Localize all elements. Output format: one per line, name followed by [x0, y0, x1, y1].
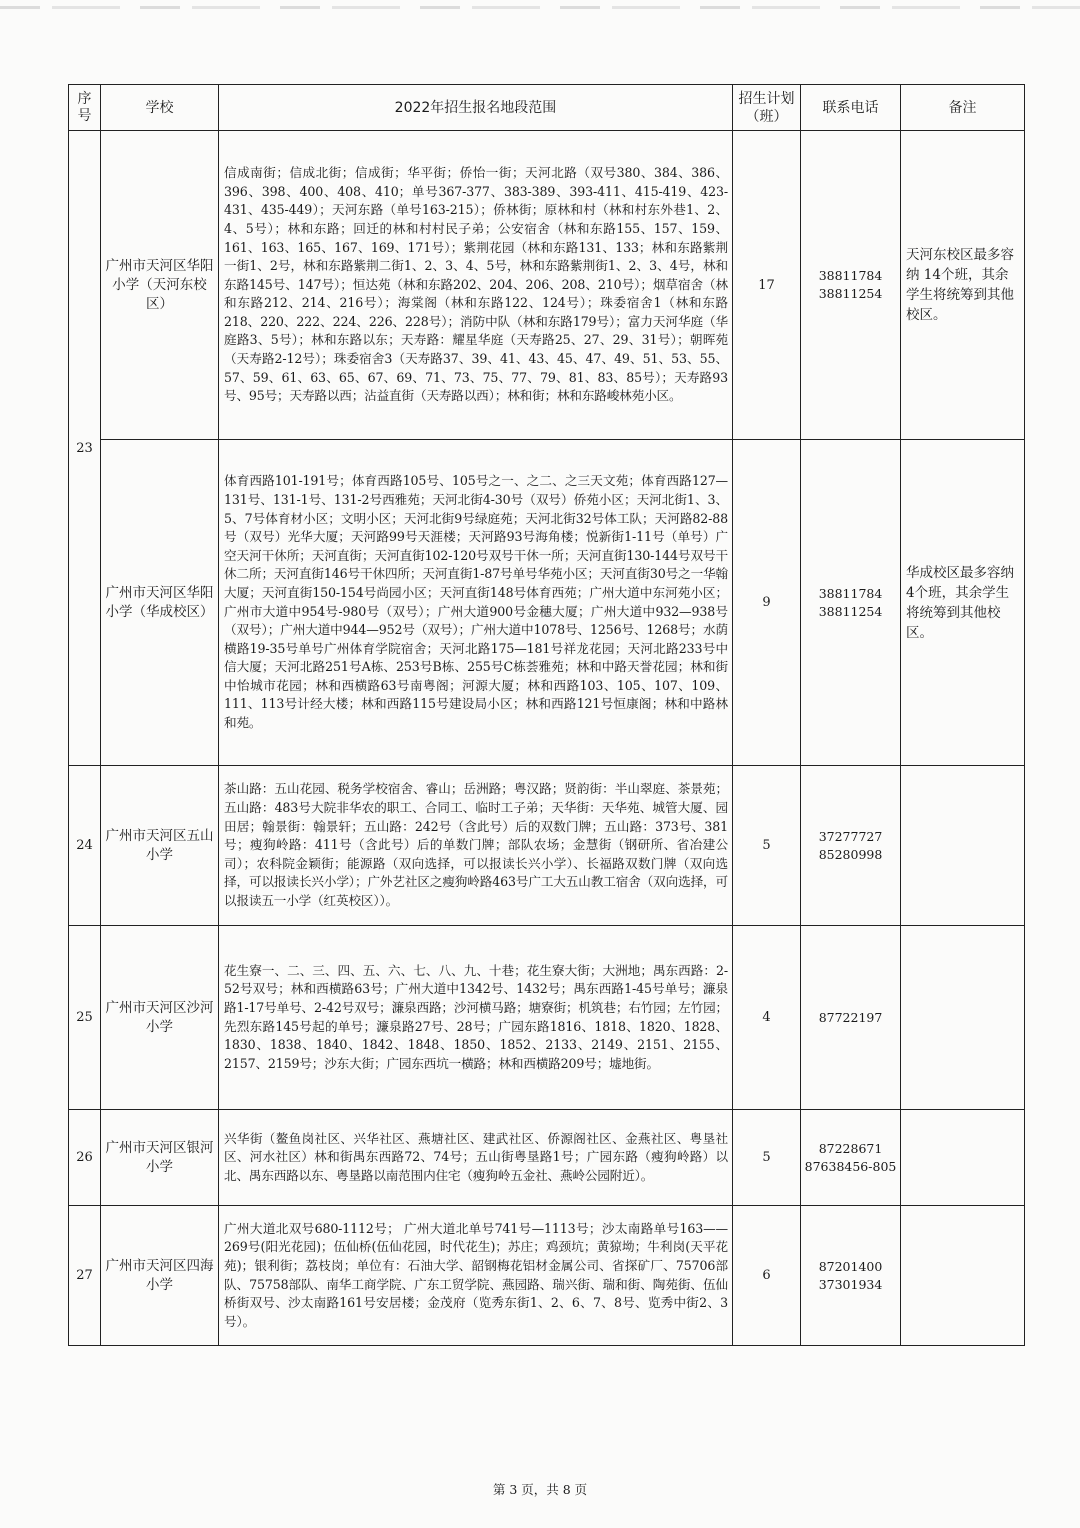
table-row [69, 1110, 1025, 1206]
phone-cell [801, 440, 901, 766]
range-text: 广州大道北双号680-1112号； 广州大道北单号741号—1113号；沙太南路单号163——269号(阳光花园)；伍仙桥(伍仙花园，时代花生)；苏庄；鸡颈坑；黄猄坳；牛利岗(天平花苑)；银利街；荔枝岗；单位有：石油大学、韶钢梅花铝材金属公司、省探矿厂、75706部队、75758部队、南华工商学院、广东工贸学院、燕园路、瑞兴街、瑞和街、陶苑街、伍仙桥街双号、沙太南路161号安居楼；金茂府（览秀东街1、2、6、7、8号、览秀中街2、3号）。 [219, 1206, 733, 1346]
phone-cell [801, 1206, 901, 1346]
row-no: 27 [69, 1206, 101, 1346]
header-school: 学校 [101, 85, 219, 131]
note-text [901, 766, 1025, 926]
header-note: 备注 [901, 85, 1025, 131]
school-name: 广州市天河区银河小学 [101, 1110, 219, 1206]
note-text [901, 926, 1025, 1110]
school-name: 广州市天河区五山小学 [101, 766, 219, 926]
phone-number: 37301934 [818, 1276, 883, 1292]
header-range: 2022年招生报名地段范围 [219, 85, 733, 131]
header-plan: 招生计划（班） [733, 85, 801, 131]
phone-number: 85280998 [818, 846, 883, 862]
school-name: 广州市天河区四海小学 [101, 1206, 219, 1346]
range-text: 信成南街；信成北街；信成街；华平街；侨怡一街；天河北路（双号380、384、386、396、398、400、408、410；单号367-377、383-389、393-411、415-419、423-431、435-449）；天河东路（单号163-215）；侨林街；原林和村（林和村东外巷1、2、4、5号）；林和东路；回迁的林和村村民子弟；公安宿舍（林和东路155、157、159、161、163、165、167、169、171号）；紫荆花园（林和东路131、133；林和东路紫荆一街1、2号，林和东路紫荆二街1、2、3、4、5号，林和东路紫荆街1、2、3、4号，林和东路145号、147号）；恒达苑（林和东路202、204、206、208、210号）；烟草宿舍（林和东路212、214、216号）；海棠阁（林和东路122、124号）；珠委宿舍1（林和东路218、220、222、224、226、228号）；消防中队（林和东路179号）；富力天河华庭（华庭路3、5号）；林和东路以东；天寿路：耀星华庭（天寿路25、27、29、31号）；朝晖苑（天寿路2-12号）；珠委宿舍3（天寿路37、39、41、43、45、47、49、51、53、55、57、59、61、63、65、67、69、71、73、75、77、79、81、83、85号）；天寿路93号、95号；天寿路以西；沾益直街（天寿路以西）；林和街；林和东路峻林苑小区。 [219, 131, 733, 440]
plan-value: 5 [733, 1110, 801, 1206]
row-no: 23 [69, 131, 101, 766]
phone-cell [801, 766, 901, 926]
phone-cell [801, 1110, 901, 1206]
plan-value: 17 [733, 131, 801, 440]
phone-cell [801, 131, 901, 440]
range-text: 茶山路：五山花园、税务学校宿舍、睿山；岳洲路；粤汉路；贤韵街：半山翠庭、茶景苑；五山路：483号大院非华农的职工、合同工、临时工子弟；天华街：天华苑、城管大厦、园田居；翰景街：翰景轩；五山路：242号（含此号）后的双数门牌；五山路：373号、381号；瘦狗岭路：411号（含此号）后的单数门牌；部队农场；金慧街（钢研所、省冶建公司）；农科院金颖街；能源路（双向选择，可以报读长兴小学）、长福路双数门牌（双向选择，可以报读长兴小学）；广外艺社区之瘦狗岭路463号广工大五山教工宿舍（双向选择，可以报读五一小学（红英校区））。 [219, 766, 733, 926]
school-name: 广州市天河区华阳小学（天河东校区） [101, 131, 219, 440]
enrollment-table [68, 84, 1025, 1346]
phone-number: 87228671 [818, 1140, 883, 1156]
table-row [69, 131, 1025, 440]
note-text [901, 1206, 1025, 1346]
plan-value: 5 [733, 766, 801, 926]
table-row [69, 926, 1025, 1110]
range-text: 花生寮一、二、三、四、五、六、七、八、九、十巷；花生寮大街；大洲地；禺东西路：2-52号双号；林和西横路63号；广州大道中1342号、1432号；禺东西路1-45号单号；濂泉路1-17号单号、2-42号双号；濂泉西路；沙河横马路；塘寮街；机筑巷；右竹园；左竹园；先烈东路145号起的单号；濂泉路27号、28号；广园东路1816、1818、1820、1828、1830、1838、1840、1842、1848、1850、1852、2133、2149、2151、2155、2157、2159号；沙东大街；广园东西坑一横路；林和西横路209号；墟地街。 [219, 926, 733, 1110]
row-no: 25 [69, 926, 101, 1110]
phone-number: 38811254 [818, 286, 883, 301]
table-row [69, 1206, 1025, 1346]
phone-number: 87638456-805 [804, 1158, 897, 1174]
scan-artifact [0, 6, 1080, 9]
phone-number: 38811254 [818, 603, 883, 619]
range-text: 兴华街（鳌鱼岗社区、兴华社区、燕塘社区、建武社区、侨源阁社区、金燕社区、粤垦社区、河水社区）林和街禺东西路72、74号；五山街粤垦路1号；广园东路（瘦狗岭路）以北、禺东西路以东、粤垦路以南范围内住宅（瘦狗岭五金社、燕岭公园附近）。 [219, 1110, 733, 1206]
phone-cell [801, 926, 901, 1110]
plan-value: 9 [733, 440, 801, 766]
school-name: 广州市天河区沙河小学 [101, 926, 219, 1110]
table-header-row [69, 85, 1025, 131]
row-no: 26 [69, 1110, 101, 1206]
header-no: 序号 [69, 85, 101, 131]
phone-number: 37277727 [818, 828, 883, 844]
row-no: 24 [69, 766, 101, 926]
table-row [69, 766, 1025, 926]
phone-number: 87201400 [818, 1258, 883, 1274]
phone-number: 38811784 [818, 268, 883, 283]
note-text: 天河东校区最多容纳 14个班，其余学生将统筹到其他校区。 [901, 131, 1025, 440]
range-text: 体育西路101-191号；体育西路105号、105号之一、之二、之三天文苑；体育西路127—131号、131-1号、131-2号西雅苑；天河北街4-30号（双号）侨苑小区；天河北街1、3、5、7号体育材小区；文明小区；天河北街9号绿庭苑；天河北街32号体工队；天河路82-88号（双号）光华大厦；天河路99号天涯楼；天河路93号海角楼；悦新街1-11号（单号）广空天河干休所；天河直街；天河直街102-120号双号干休一所；天河直街130-144号双号干休二所；天河直街146号干休四所；天河直街1-87号单号华苑小区；天河直街30号之一华翰大厦；天河直街150-154号尚园小区；天河直街148号体育西苑；广州大道中东河苑小区；广州市大道中954号-980号（双号）；广州大道900号金穗大厦；广州大道中932—938号（双号）；广州大道中944—952号（双号）；广州大道中1078号、1256号、1268号；水荫横路19-35号单号广州体育学院宿舍；天河北路175—181号祥龙花园；天河北路233号中信大厦；天河北路251号A栋、253号B栋、255号C栋荟雅苑；林和中路天誉花园；林和街中怡城市花园；林和西横路63号南粤阁；河源大厦；林和西路103、105、107、109、111、113号计经大楼；林和西路115号建设局小区；林和西路121号恒康阁；林和中路林和苑。 [219, 440, 733, 766]
note-text: 华成校区最多容纳4个班，其余学生将统筹到其他校区。 [901, 440, 1025, 766]
page-footer: 第 3 页，共 8 页 [492, 1482, 588, 1497]
table-row [69, 440, 1025, 766]
plan-value: 6 [733, 1206, 801, 1346]
header-phone: 联系电话 [801, 85, 901, 131]
phone-number: 87722197 [818, 1009, 883, 1025]
school-name: 广州市天河区华阳小学（华成校区） [101, 440, 219, 766]
note-text [901, 1110, 1025, 1206]
phone-number: 38811784 [818, 585, 883, 601]
plan-value: 4 [733, 926, 801, 1110]
